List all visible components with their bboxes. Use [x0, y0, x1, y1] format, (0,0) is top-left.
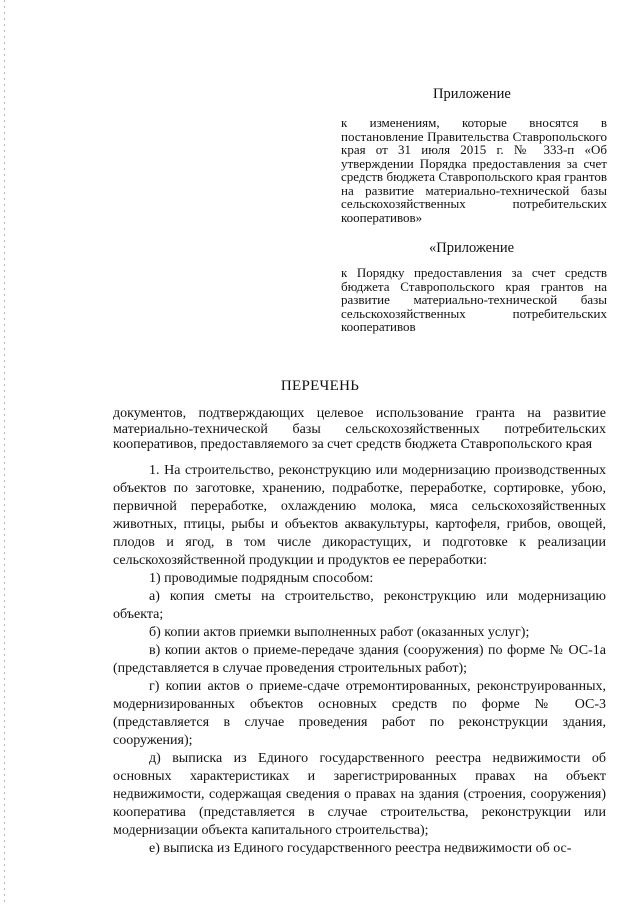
paragraph-d: д) выписка из Единого государственного реестра недвижимости об основных характеристиках и зарегистрированных правах на объект недвижимости, содержащая сведения о правах на здания (строения, сооружения) кооператива (представляется в случае строительства, реконструкции или модернизации объекта капитального строительства); — [113, 751, 606, 838]
inner-appendix-reference: к Порядку предоставления за счет средств бюджета Ставропольского края грантов на развитие материально-технической базы сельскохозяйственных потребительских кооперативов — [341, 265, 607, 334]
paragraph-v: в) копии актов о приеме-передаче здания (сооружения) по форме № ОС-1а (представляется в случае проведения строительных работ); — [113, 643, 606, 676]
inner-appendix-title: «Приложение — [429, 240, 515, 256]
paragraph-g: г) копии актов о приеме-сдаче отремонтированных, реконструированных, модернизированных объектов основных средств по форме № ОС-3 (представляется в случае проведения работ по реконструкции здания, сооружения); — [113, 679, 606, 748]
scan-edge-artifact — [4, 0, 5, 905]
document-title: ПЕРЕЧЕНЬ — [280, 378, 360, 394]
paragraph-e: е) выписка из Единого государственного реестра недвижимости об ос- — [149, 841, 572, 856]
appendix-reference: к изменениям, которые вносятся в постановление Правительства Ставропольского края от 31 июля 2015 г. № 333-п «Об утверждении Порядка предоставления за счет средств бюджета Ставропольского края грантов на развитие материально-технической базы сельскохозяйственных потребительских кооперативов» — [341, 115, 607, 225]
paragraph-b: б) копии актов приемки выполненных работ (оказанных услуг); — [149, 625, 530, 640]
paragraph-a: а) копия сметы на строительство, реконструкцию или модернизацию объекта; — [113, 589, 606, 622]
document-body — [113, 462, 606, 858]
paragraph-1-1: 1) проводимые подрядным способом: — [149, 571, 374, 586]
appendix-title: Приложение — [433, 86, 511, 102]
paragraph-1: 1. На строительство, реконструкцию или модернизацию производственных объектов по заготовке, хранению, подработке, переработке, сортировке, убою, первичной переработке, охлаждению молока, мяса сельскохозяйственных животных, птицы, рыбы и объектов аквакультуры, картофеля, грибов, овощей, плодов и ягод, в том числе дикорастущих, и подготовке к реализации сельскохозяйственной продукции и продуктов ее переработки: — [113, 463, 606, 568]
document-subtitle: документов, подтверждающих целевое использование гранта на развитие материально-технической базы сельскохозяйственных потребительских кооперативов, предоставляемого за счет средств бюджета Ставропольского края — [113, 406, 606, 452]
